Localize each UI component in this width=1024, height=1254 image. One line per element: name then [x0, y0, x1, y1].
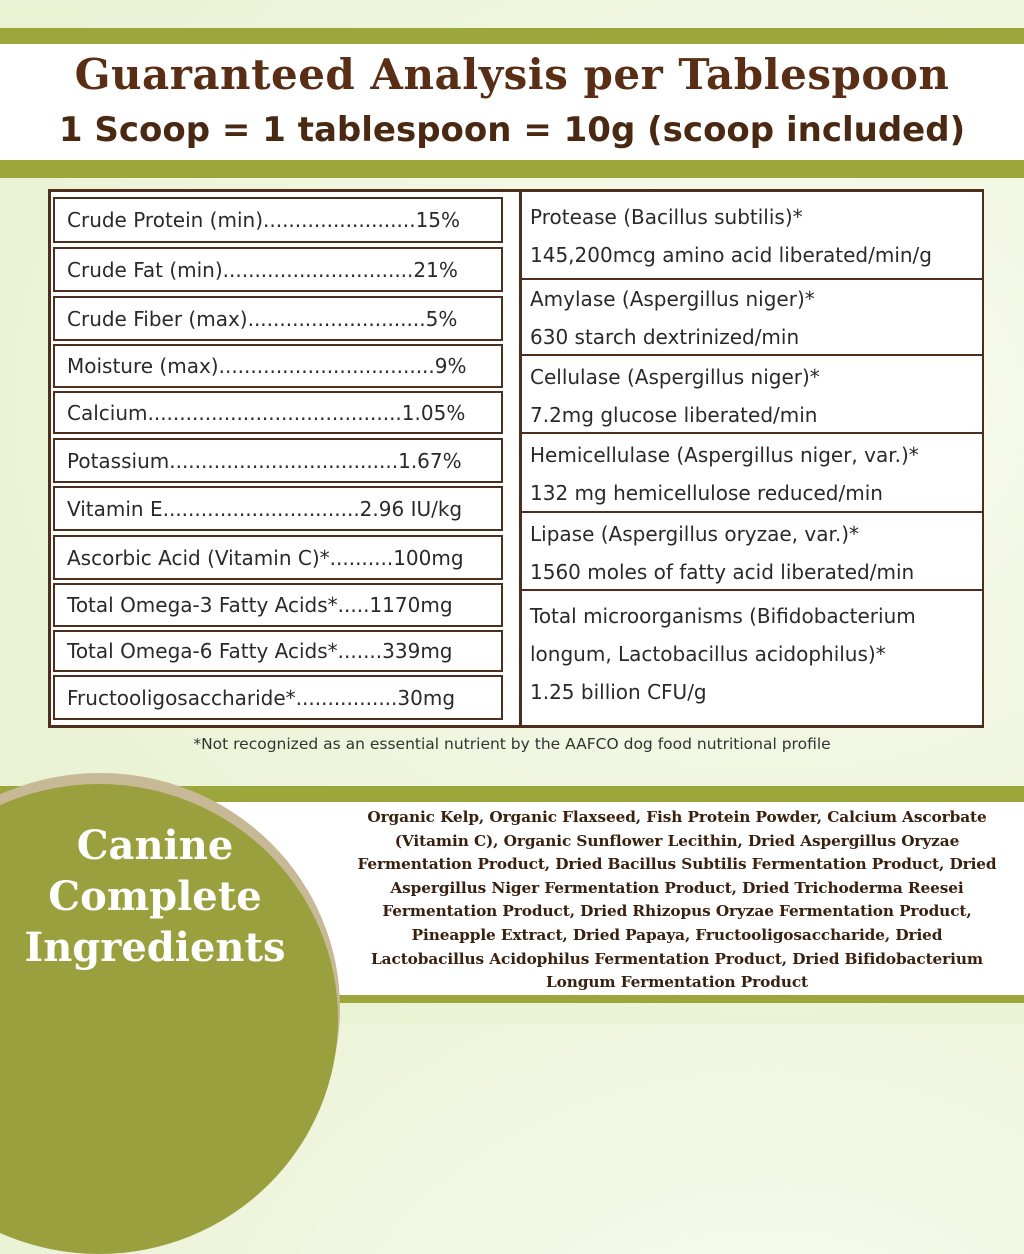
- enzyme-activity: 145,200mcg amino acid liberated/min/g: [530, 243, 932, 267]
- ingredients-line: (Vitamin C), Organic Sunflower Lecithin, Dried Aspergillus Oryzae: [394, 831, 960, 850]
- analysis-row-text: Ascorbic Acid (Vitamin C)*..........100mg: [67, 545, 464, 570]
- microorganisms-count: 1.25 billion CFU/g: [530, 680, 707, 704]
- enzyme-activity: 132 mg hemicellulose reduced/min: [530, 481, 883, 505]
- footnote: *Not recognized as an essential nutrient by the AAFCO dog food nutritional profile: [193, 735, 831, 753]
- analysis-row-text: Crude Fiber (max)............................5%: [67, 306, 458, 331]
- header-bottom-band: [0, 160, 1024, 178]
- microorganisms-name-line1: Total microorganisms (Bifidobacterium: [530, 604, 916, 628]
- enzyme-name: Cellulase (Aspergillus niger)*: [530, 365, 820, 389]
- analysis-row-fos: [53, 675, 503, 720]
- analysis-row-text: Potassium....................................1.67%: [67, 448, 462, 473]
- microorganisms-name-line2: longum, Lactobacillus acidophilus)*: [530, 642, 886, 666]
- analysis-row-text: Calcium........................................1.05%: [67, 400, 466, 425]
- enzyme-activity: 1560 moles of fatty acid liberated/min: [530, 560, 915, 584]
- analysis-row-text: Total Omega-3 Fatty Acids*.....1170mg: [67, 593, 453, 617]
- ingredients-line: Fermentation Product, Dried Rhizopus Oryzae Fermentation Product,: [382, 902, 972, 921]
- enzyme-name: Lipase (Aspergillus oryzae, var.)*: [530, 522, 860, 546]
- analysis-row-crude-fiber: [53, 296, 503, 341]
- ingredients-line: Fermentation Product, Dried Bacillus Subtilis Fermentation Product, Dried: [357, 855, 997, 874]
- analysis-row-text: Moisture (max)..................................9%: [67, 354, 467, 378]
- enzyme-activity: 630 starch dextrinized/min: [530, 325, 800, 349]
- ingredients-heading-line: Canine: [76, 822, 234, 869]
- ingredients-heading: [0, 820, 310, 973]
- enzyme-row-amylase: [522, 280, 982, 356]
- analysis-row-text: Crude Protein (min)........................15%: [67, 208, 461, 232]
- analysis-row-text: Crude Fat (min)..............................21%: [67, 257, 458, 282]
- analysis-row-moisture: [53, 344, 503, 388]
- analysis-row-text: Vitamin E...............................2.96 IU/kg: [67, 496, 463, 521]
- analysis-row-potassium: [53, 438, 503, 483]
- ingredients-heading-line: Complete: [48, 873, 262, 920]
- page-title: Guaranteed Analysis per Tablespoon: [74, 50, 950, 99]
- enzyme-row-protease: [522, 192, 982, 280]
- enzyme-activity: 7.2mg glucose liberated/min: [530, 403, 818, 427]
- analysis-row-omega-3: [53, 583, 503, 627]
- ingredients-list: [330, 806, 1024, 995]
- ingredients-line: Organic Kelp, Organic Flaxseed, Fish Protein Powder, Calcium Ascorbate: [367, 808, 987, 826]
- ingredients-line: Longum Fermentation Product: [545, 973, 809, 992]
- enzyme-row-lipase: [522, 513, 982, 591]
- enzyme-name: Protease (Bacillus subtilis)*: [530, 205, 803, 229]
- analysis-row-text: Total Omega-6 Fatty Acids*.......339mg: [67, 639, 453, 663]
- ingredients-line: Pineapple Extract, Dried Papaya, Fructooligosaccharide, Dried: [411, 925, 943, 944]
- page-subtitle: 1 Scoop = 1 tablespoon = 10g (scoop included): [58, 110, 966, 150]
- enzyme-row-hemicellulase: [522, 434, 982, 513]
- analysis-row-crude-protein: [53, 197, 503, 243]
- ingredients-line: Lactobacillus Acidophilus Fermentation Product, Dried Bifidobacterium: [371, 949, 983, 968]
- analysis-row-crude-fat: [53, 247, 503, 292]
- microorganisms-row: [522, 591, 982, 725]
- analysis-row-text: Fructooligosaccharide*................30mg: [67, 685, 456, 710]
- analysis-row-ascorbic-acid: [53, 535, 503, 580]
- analysis-row-vitamin-e: [53, 486, 503, 531]
- analysis-row-omega-6: [53, 630, 503, 672]
- top-band: [0, 28, 1024, 44]
- enzyme-name: Amylase (Aspergillus niger)*: [530, 287, 815, 311]
- analysis-row-calcium: [53, 391, 503, 434]
- ingredients-heading-line: Ingredients: [24, 924, 286, 971]
- ingredients-line: Aspergillus Niger Fermentation Product, Dried Trichoderma Reesei: [390, 878, 964, 897]
- enzyme-row-cellulase: [522, 356, 982, 434]
- enzyme-name: Hemicellulase (Aspergillus niger, var.)*: [530, 443, 919, 467]
